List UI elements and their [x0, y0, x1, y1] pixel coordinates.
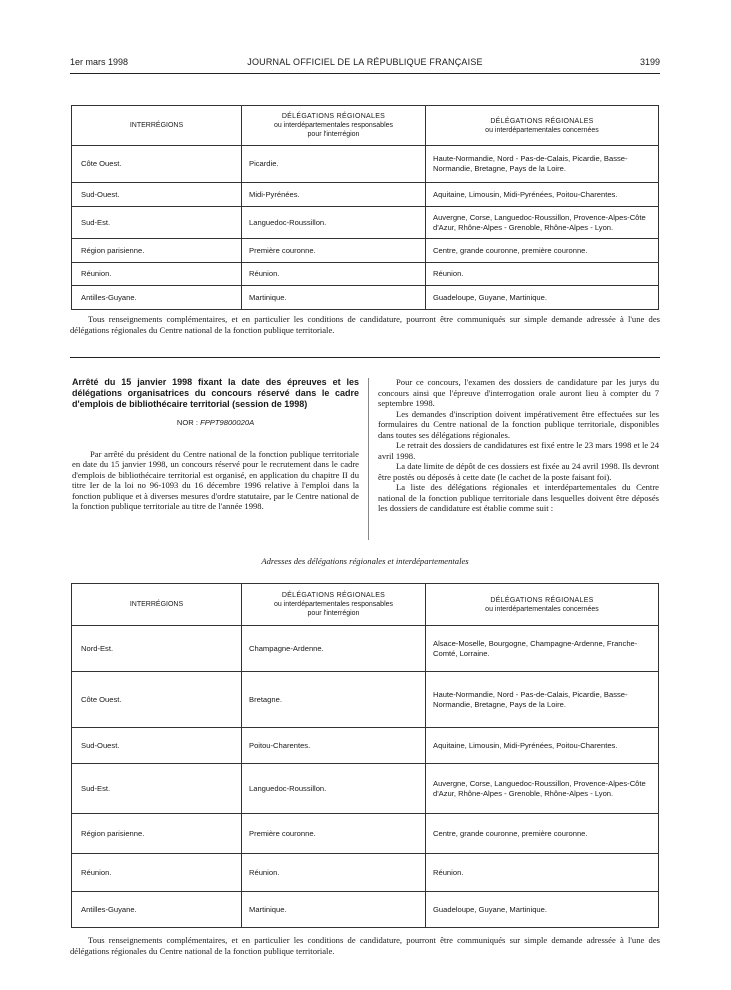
- article-paragraph: La liste des délégations régionales et interdépartementales du Centre national de la fonction publique territoriale dans lesquelles doivent être déposés les dossiers de candidature est établie comme suit :: [378, 482, 659, 513]
- table-row: [72, 239, 659, 263]
- cell-concernees: Auvergne, Corse, Languedoc-Roussillon, Provence-Alpes-Côte d'Azur, Rhône-Alpes - Grenoble, Rhône-Alpes - Lyon.: [426, 764, 659, 814]
- table-row: [72, 672, 659, 728]
- note-renseignements-2: Tous renseignements complémentaires, et en particulier les conditions de candidature, pourront être communiqués sur simple demande adressée à l'une des délégations régionales du Centre national de la fonction publique territoriale.: [70, 935, 660, 956]
- table-caption: Adresses des délégations régionales et interdépartementales: [261, 556, 469, 566]
- column-separator: [368, 378, 369, 540]
- cell-responsable: Poitou-Charentes.: [242, 728, 426, 764]
- cell-concernees: Guadeloupe, Guyane, Martinique.: [426, 286, 659, 310]
- article-paragraph: Le retrait des dossiers de candidatures est fixé entre le 23 mars 1998 et le 24 avril 1998.: [378, 440, 659, 461]
- running-header: [70, 57, 660, 71]
- cell-concernees: Auvergne, Corse, Languedoc-Roussillon, Provence-Alpes-Côte d'Azur, Rhône-Alpes - Grenoble, Rhône-Alpes - Lyon.: [426, 207, 659, 239]
- article-left-column: [72, 377, 359, 512]
- cell-interregion: Sud-Ouest.: [72, 183, 242, 207]
- cell-concernees: Alsace-Moselle, Bourgogne, Champagne-Ardenne, Franche-Comté, Lorraine.: [426, 626, 659, 672]
- article-right-column: [378, 377, 659, 514]
- nor-code: FPPT9800020A: [200, 418, 255, 427]
- table-row: [72, 183, 659, 207]
- cell-responsable: Première couronne.: [242, 239, 426, 263]
- cell-interregion: Région parisienne.: [72, 814, 242, 854]
- table-row: [72, 207, 659, 239]
- cell-concernees: Centre, grande couronne, première couronne.: [426, 239, 659, 263]
- cell-interregion: Sud-Ouest.: [72, 728, 242, 764]
- cell-responsable: Languedoc-Roussillon.: [242, 764, 426, 814]
- cell-responsable: Midi-Pyrénées.: [242, 183, 426, 207]
- table-header-row: [72, 584, 659, 626]
- cell-concernees: Haute-Normandie, Nord - Pas-de-Calais, Picardie, Basse-Normandie, Bretagne, Pays de la Loire.: [426, 146, 659, 183]
- table-row: [72, 728, 659, 764]
- cell-responsable: Languedoc-Roussillon.: [242, 207, 426, 239]
- col-header-delegations-responsables: DÉLÉGATIONS RÉGIONALES ou interdépartementales responsables pour l'interrégion: [242, 106, 426, 146]
- journal-title: JOURNAL OFFICIEL DE LA RÉPUBLIQUE FRANÇAISE: [247, 57, 483, 67]
- cell-concernees: Guadeloupe, Guyane, Martinique.: [426, 892, 659, 928]
- cell-responsable: Bretagne.: [242, 672, 426, 728]
- table-row: [72, 286, 659, 310]
- cell-interregion: Région parisienne.: [72, 239, 242, 263]
- article-paragraph: Par arrêté du président du Centre national de la fonction publique territoriale en date du 15 janvier 1998, un concours réservé pour le recrutement dans le cadre d'emplois de bibliothécaire territorial est organisé, en application du chapitre II du titre Ier de la loi no 96-1093 du 16 décembre 1996 relative à l'emploi dans la fonction publique et à diverses mesures d'ordre statutaire, par le Centre national de la fonction publique territoriale au titre de l'année 1998.: [72, 448, 359, 511]
- cell-responsable: Martinique.: [242, 286, 426, 310]
- cell-interregion: Sud-Est.: [72, 207, 242, 239]
- table-row: [72, 263, 659, 286]
- table-row: [72, 626, 659, 672]
- table-row: [72, 764, 659, 814]
- cell-concernees: Haute-Normandie, Nord - Pas-de-Calais, Picardie, Basse-Normandie, Bretagne, Pays de la Loire.: [426, 672, 659, 728]
- col-header-interregions: INTERRÉGIONS: [72, 584, 242, 626]
- table-row: [72, 892, 659, 928]
- cell-responsable: Réunion.: [242, 854, 426, 892]
- cell-concernees: Aquitaine, Limousin, Midi-Pyrénées, Poitou-Charentes.: [426, 728, 659, 764]
- cell-responsable: Champagne-Ardenne.: [242, 626, 426, 672]
- cell-responsable: Martinique.: [242, 892, 426, 928]
- table-row: [72, 814, 659, 854]
- cell-responsable: Première couronne.: [242, 814, 426, 854]
- nor-reference: [72, 418, 359, 429]
- table-interregions-1: [71, 105, 659, 310]
- cell-interregion: Nord-Est.: [72, 626, 242, 672]
- cell-concernees: Réunion.: [426, 263, 659, 286]
- issue-date: 1er mars 1998: [70, 57, 129, 67]
- col-header-delegations-responsables: DÉLÉGATIONS RÉGIONALES ou interdépartementales responsables pour l'interrégion: [242, 584, 426, 626]
- cell-interregion: Réunion.: [72, 854, 242, 892]
- cell-interregion: Antilles-Guyane.: [72, 286, 242, 310]
- cell-concernees: Centre, grande couronne, première couronne.: [426, 814, 659, 854]
- section-rule: [70, 357, 660, 358]
- article-title: Arrêté du 15 janvier 1998 fixant la date des épreuves et les délégations organisatrices du concours réservé dans le cadre d'emplois de bibliothécaire territorial (session de 1998): [72, 377, 359, 409]
- article-paragraph: Pour ce concours, l'examen des dossiers de candidature par les jurys du concours ainsi que l'épreuve d'interrogation orale auront lieu à compter du 7 septembre 1998.: [378, 377, 659, 408]
- cell-interregion: Sud-Est.: [72, 764, 242, 814]
- cell-interregion: Côte Ouest.: [72, 146, 242, 183]
- cell-interregion: Antilles-Guyane.: [72, 892, 242, 928]
- col-header-interregions: INTERRÉGIONS: [72, 106, 242, 146]
- header-rule: [70, 73, 660, 74]
- cell-concernees: Aquitaine, Limousin, Midi-Pyrénées, Poitou-Charentes.: [426, 183, 659, 207]
- article-paragraph: Les demandes d'inscription doivent impérativement être effectuées sur les formulaires du Centre national de la fonction publique territoriale, disponibles dans toutes ses délégations régionales.: [378, 408, 659, 440]
- page-number: 3199: [639, 57, 660, 67]
- nor-label: NOR :: [176, 418, 198, 427]
- cell-interregion: Côte Ouest.: [72, 672, 242, 728]
- table-row: [72, 854, 659, 892]
- cell-responsable: Réunion.: [242, 263, 426, 286]
- cell-concernees: Réunion.: [426, 854, 659, 892]
- table-header-row: [72, 106, 659, 146]
- cell-interregion: Réunion.: [72, 263, 242, 286]
- table-row: [72, 146, 659, 183]
- col-header-delegations-concernees: DÉLÉGATIONS RÉGIONALES ou interdépartementales concernées: [426, 106, 659, 146]
- note-renseignements: Tous renseignements complémentaires, et en particulier les conditions de candidature, pourront être communiqués sur simple demande adressée à l'une des délégations régionales du Centre national de la fonction publique territoriale.: [70, 314, 660, 335]
- cell-responsable: Picardie.: [242, 146, 426, 183]
- article-paragraph: La date limite de dépôt de ces dossiers est fixée au 24 avril 1998. Ils devront être postés ou déposés à cette date (le cachet de la poste faisant foi).: [378, 461, 659, 482]
- table-interregions-2: [71, 583, 659, 928]
- col-header-delegations-concernees: DÉLÉGATIONS RÉGIONALES ou interdépartementales concernées: [426, 584, 659, 626]
